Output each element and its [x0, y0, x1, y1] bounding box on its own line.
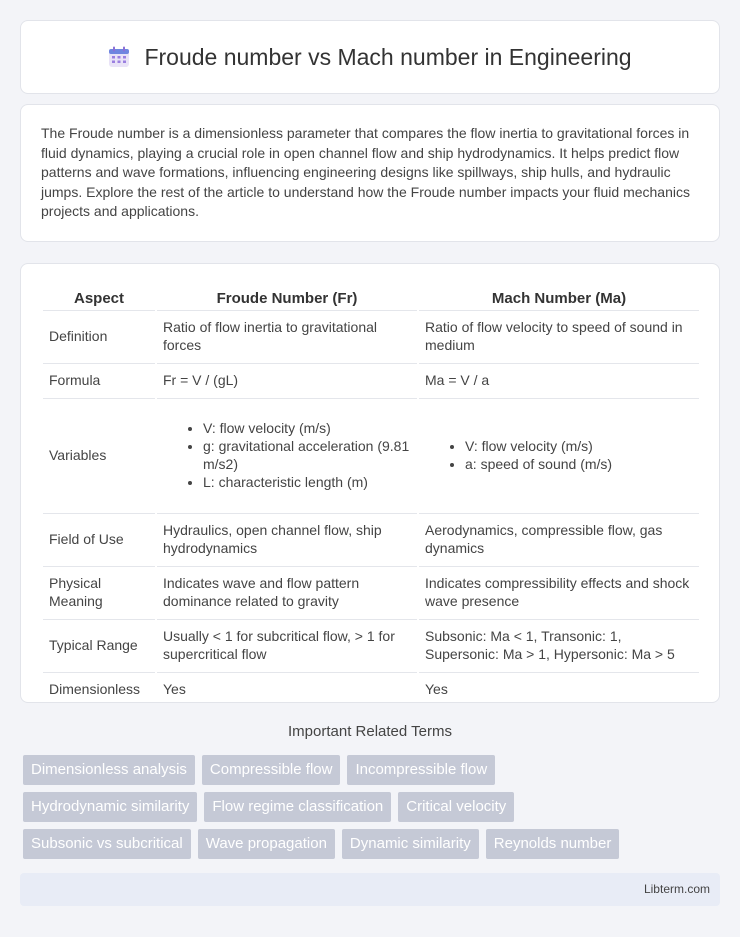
mach-cell: Ratio of flow velocity to speed of sound in medium: [419, 310, 699, 361]
comparison-card: [20, 263, 720, 703]
froude-cell: Fr = V / (gL): [157, 363, 417, 396]
froude-cell: Hydraulics, open channel flow, ship hydrodynamics: [157, 513, 417, 564]
aspect-cell: Typical Range: [43, 619, 155, 670]
froude-cell: Yes: [157, 672, 417, 705]
header-froude: Froude Number (Fr): [216, 289, 358, 307]
intro-text: The Froude number is a dimensionless parameter that compares the flow inertia to gravitational forces in fluid dynamics, playing a crucial role in open channel flow and ship hydrodynamics. It helps predict flow patterns and wave formations, influencing engineering designs like spillways, ship hulls, and hydraulic jumps. Explore the rest of the article to understand how the Froude number impacts your fluid mechanics projects and applications.: [41, 125, 690, 219]
froude-cell: Usually < 1 for subcritical flow, > 1 for supercritical flow: [157, 619, 417, 670]
tag-hydrodynamic-similarity[interactable]: Hydrodynamic similarity: [23, 792, 197, 822]
mach-cell: [419, 398, 699, 511]
tag-wave-propagation[interactable]: Wave propagation: [198, 829, 335, 859]
list-item: • V: flow velocity (m/s): [465, 437, 693, 455]
table-row: [43, 513, 699, 564]
tag-critical-velocity[interactable]: Critical velocity: [398, 792, 514, 822]
page-title: Froude number vs Mach number in Engineering: [144, 43, 632, 70]
mach-cell: Aerodynamics, compressible flow, gas dynamics: [419, 513, 699, 564]
header-mach: Mach Number (Ma): [491, 289, 627, 307]
footer-site-link[interactable]: Libterm.com: [643, 882, 710, 896]
aspect-cell: Dimensionless: [43, 672, 155, 705]
froude-cell: [157, 398, 417, 511]
list-item: • g: gravitational acceleration (9.81 m/s2): [203, 437, 411, 473]
calendar-icon: [108, 46, 130, 68]
aspect-cell: Field of Use: [43, 513, 155, 564]
tag-row: [23, 755, 723, 785]
tag-reynolds-number[interactable]: Reynolds number: [486, 829, 620, 859]
froude-variables-list: [163, 419, 411, 491]
list-item: • L: characteristic length (m): [203, 473, 411, 491]
aspect-cell: Variables: [43, 398, 155, 511]
mach-variables-list: [425, 437, 693, 473]
tag-flow-regime-classification[interactable]: Flow regime classification: [204, 792, 391, 822]
list-item: • V: flow velocity (m/s): [203, 419, 411, 437]
related-terms-tags: [23, 755, 723, 866]
table-row: [43, 619, 699, 670]
froude-cell: Indicates wave and flow pattern dominance related to gravity: [157, 566, 417, 617]
list-item: • a: speed of sound (m/s): [465, 455, 693, 473]
related-terms-title: Important Related Terms: [288, 723, 452, 740]
mach-cell: Ma = V / a: [419, 363, 699, 396]
aspect-cell: Formula: [43, 363, 155, 396]
intro-card: [20, 104, 720, 242]
tag-subsonic-vs-subcritical[interactable]: Subsonic vs subcritical: [23, 829, 191, 859]
tag-row: [23, 829, 723, 859]
header-aspect: Aspect: [73, 289, 125, 307]
tag-dynamic-similarity[interactable]: Dynamic similarity: [342, 829, 479, 859]
aspect-cell: Physical Meaning: [43, 566, 155, 617]
table-row: [43, 310, 699, 361]
table-row: [43, 363, 699, 396]
table-header-row: [43, 284, 699, 308]
table-row: [43, 398, 699, 511]
mach-cell: Subsonic: Ma < 1, Transonic: 1, Supersonic: Ma > 1, Hypersonic: Ma > 5: [419, 619, 699, 670]
tag-dimensionless-analysis[interactable]: Dimensionless analysis: [23, 755, 195, 785]
tag-row: [23, 792, 723, 822]
tag-incompressible-flow[interactable]: Incompressible flow: [347, 755, 495, 785]
title-card: [20, 20, 720, 94]
mach-cell: Indicates compressibility effects and shock wave presence: [419, 566, 699, 617]
table-row: [43, 672, 699, 705]
footer: [20, 873, 720, 906]
froude-cell: Ratio of flow inertia to gravitational forces: [157, 310, 417, 361]
tag-compressible-flow[interactable]: Compressible flow: [202, 755, 341, 785]
mach-cell: Yes: [419, 672, 699, 705]
table-row: [43, 566, 699, 617]
comparison-table: [41, 282, 701, 707]
aspect-cell: Definition: [43, 310, 155, 361]
